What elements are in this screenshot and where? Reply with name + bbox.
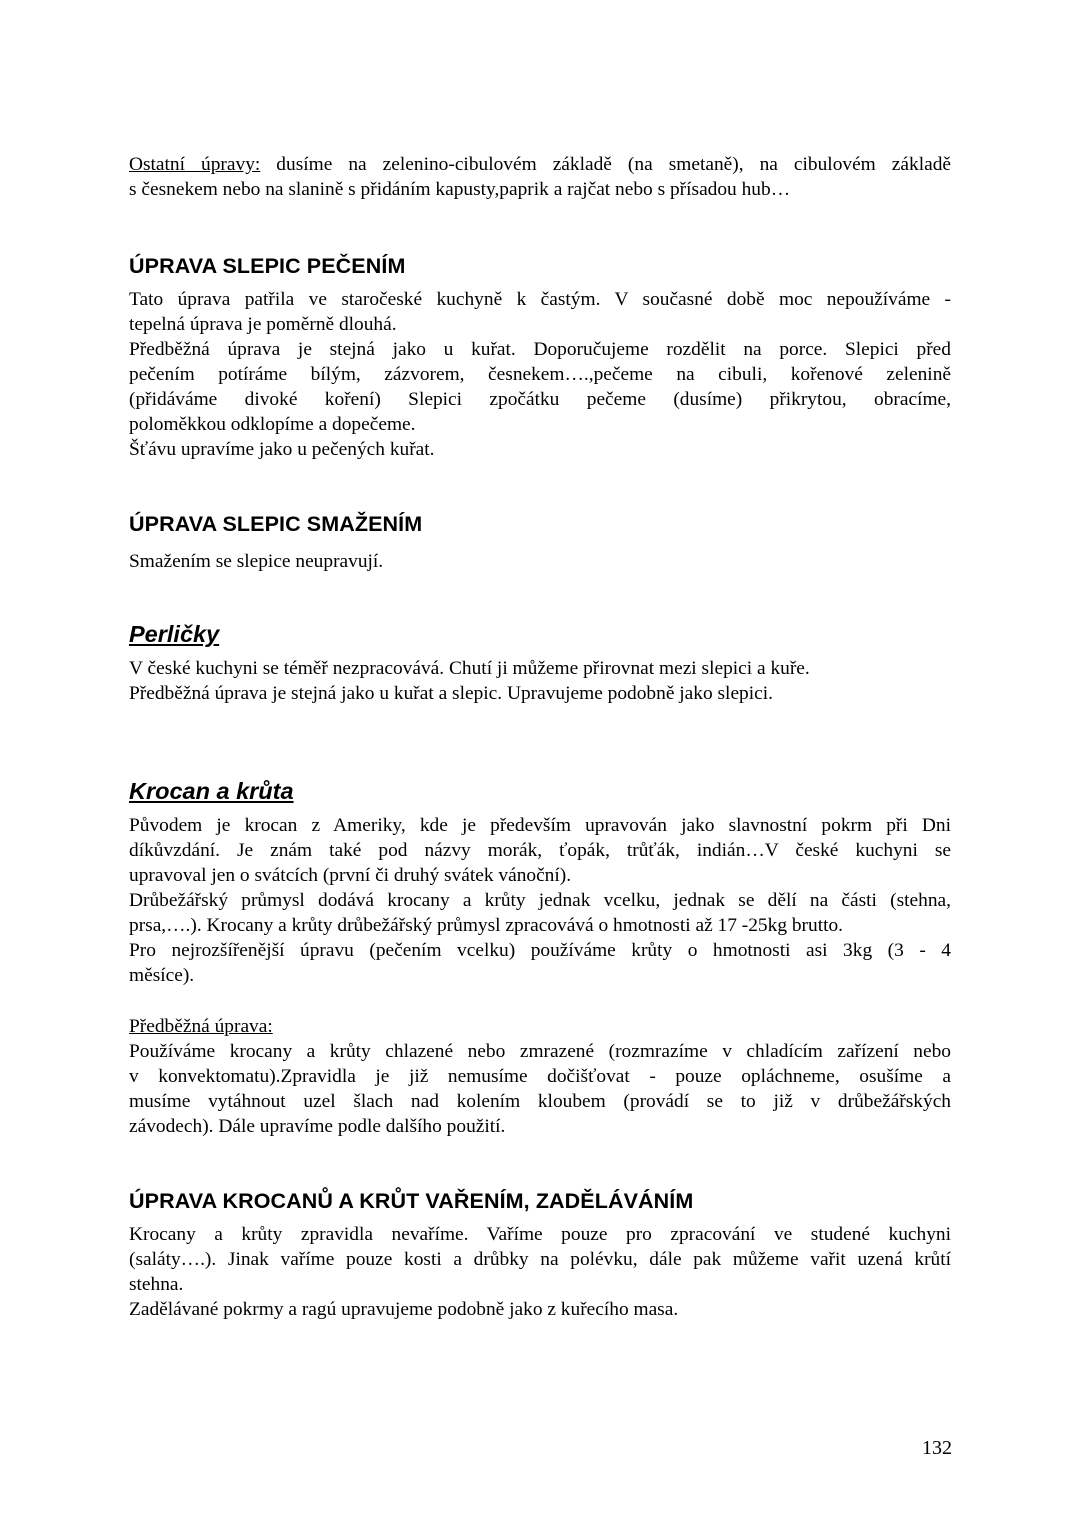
perlicky-paragraph <box>129 656 951 706</box>
smazeni-body <box>129 549 951 574</box>
peceni-line: Předběžná úprava je stejná jako u kuřat. Doporučujeme rozdělit na porce. Slepici před <box>129 339 951 360</box>
vareni-body <box>129 1222 951 1322</box>
krocan-line: měsíce). <box>129 965 195 986</box>
krocan-prep <box>129 1014 951 1139</box>
perlicky-line: Předběžná úprava je stejná jako u kuřat a slepic. Upravujeme podobně jako slepici. <box>129 683 773 704</box>
perlicky-line: V české kuchyni se téměř nezpracovává. Chutí ji můžeme přirovnat mezi slepici a kuře. <box>129 658 810 679</box>
section-ostatni-upravy <box>129 152 951 202</box>
krocan-body <box>129 813 951 988</box>
heading-vareni: ÚPRAVA KROCANŮ A KRŮT VAŘENÍM, ZADĚLÁVÁNÍM <box>129 1189 694 1213</box>
krocan-prep-label-line <box>129 1014 951 1039</box>
smazeni-paragraph <box>129 549 951 574</box>
page-number: 132 <box>922 1437 952 1459</box>
section-perlicky <box>129 621 951 648</box>
heading-peceni: ÚPRAVA SLEPIC PEČENÍM <box>129 254 406 278</box>
krocan-line: Původem je krocan z Ameriky, kde je především upravován jako slavnostní pokrm při Dni <box>129 815 951 836</box>
krocan-line: Pro nejrozšířenější úpravu (pečením vcelku) používáme krůty o hmotnosti asi 3kg (3 - 4 <box>129 940 951 961</box>
peceni-paragraph <box>129 287 951 462</box>
perlicky-body <box>129 656 951 706</box>
krocan-prep-line: musíme vytáhnout uzel šlach nad kolením kloubem (provádí se to již v drůbežářských <box>129 1091 951 1112</box>
krocan-prep-label: Předběžná úprava: <box>129 1016 273 1037</box>
heading-smazeni: ÚPRAVA SLEPIC SMAŽENÍM <box>129 512 423 536</box>
vareni-paragraph <box>129 1222 951 1322</box>
krocan-paragraph <box>129 813 951 988</box>
ostatni-line-1 <box>129 152 951 177</box>
peceni-line: (přidáváme divoké koření) Slepici zpočátku pečeme (dusíme) přikrytou, obracíme, <box>129 389 951 410</box>
peceni-line: pečením potíráme bílým, zázvorem, česnekem….,pečeme na cibuli, kořenové zelenině <box>129 364 951 385</box>
krocan-line: prsa,….). Krocany a krůty drůbežářský průmysl zpracovává o hmotnosti až 17 -25kg brutto. <box>129 915 844 936</box>
peceni-line: tepelná úprava je poměrně dlouhá. <box>129 314 397 335</box>
heading-krocan: Krocan a krůta <box>129 778 294 804</box>
peceni-body <box>129 287 951 462</box>
heading-perlicky: Perličky <box>129 621 220 647</box>
krocan-prep-paragraph <box>129 1014 951 1139</box>
peceni-line: Tato úprava patřila ve staročeské kuchyně k častým. V současné době moc nepoužíváme - <box>129 289 951 310</box>
section-smazeni <box>129 512 951 537</box>
ostatni-line-1-text: dusíme na zelenino-cibulovém základě (na smetaně), na cibulovém základě <box>260 154 952 175</box>
vareni-line: (saláty….). Jinak vaříme pouze kosti a drůbky na polévku, dále pak můžeme vařit uzená krůtí <box>129 1249 951 1270</box>
ostatni-line-2: s česnekem nebo na slanině s přidáním kapusty,paprik a rajčat nebo s přísadou hub… <box>129 179 791 200</box>
krocan-prep-line: v konvektomatu).Zpravidla je již nemusíme dočišťovat - pouze opláchneme, osušíme a <box>129 1066 951 1087</box>
ostatni-paragraph <box>129 152 951 202</box>
krocan-prep-line: závodech). Dále upravíme podle dalšího použití. <box>129 1116 506 1137</box>
vareni-line: Krocany a krůty zpravidla nevaříme. Vaříme pouze pro zpracování ve studené kuchyni <box>129 1224 951 1245</box>
peceni-line: poloměkkou odklopíme a dopečeme. <box>129 414 416 435</box>
section-peceni <box>129 254 951 279</box>
section-krocan <box>129 778 951 805</box>
section-vareni <box>129 1189 951 1214</box>
ostatni-label: Ostatní úpravy: <box>129 154 261 175</box>
vareni-line: Zadělávané pokrmy a ragú upravujeme podobně jako z kuřecího masa. <box>129 1299 679 1320</box>
peceni-line: Šťávu upravíme jako u pečených kuřat. <box>129 439 435 460</box>
krocan-line: díkůvzdání. Je znám také pod názvy morák, ťopák, trůťák, indián…V české kuchyni se <box>129 840 951 861</box>
krocan-line: upravoval jen o svátcích (první či druhý svátek vánoční). <box>129 865 572 886</box>
krocan-line: Drůbežářský průmysl dodává krocany a krůty jednak vcelku, jednak se dělí na části (stehna, <box>129 890 951 911</box>
vareni-line: stehna. <box>129 1274 184 1295</box>
krocan-prep-line: Používáme krocany a krůty chlazené nebo zmrazené (rozmrazíme v chladícím zařízení nebo <box>129 1041 951 1062</box>
smazeni-line: Smažením se slepice neupravují. <box>129 551 384 572</box>
